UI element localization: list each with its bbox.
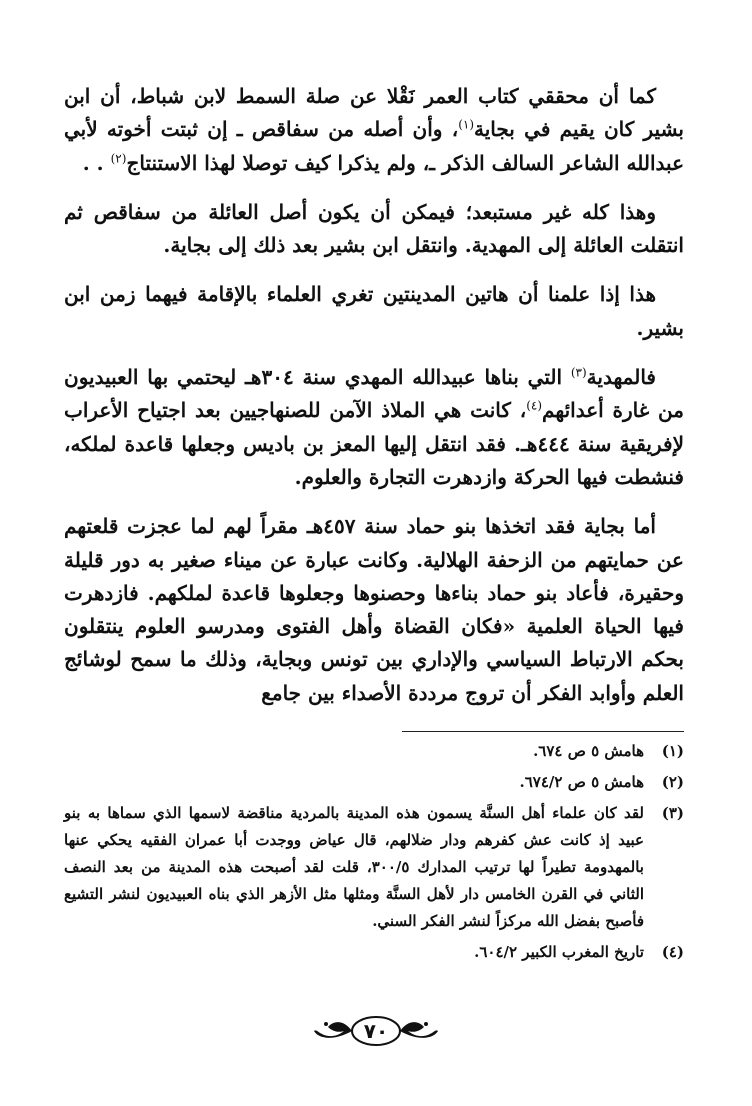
footnote-text: هامش ٥ ص ٦٧٤/٢. bbox=[519, 773, 644, 791]
footnote-ref-2: (٢) bbox=[110, 150, 127, 165]
paragraph-1 bbox=[64, 80, 684, 180]
paragraph-text: . . bbox=[82, 150, 111, 175]
page-number: ٧٠ bbox=[363, 1019, 389, 1043]
paragraph-text: وهذا كله غير مستبعد؛ فيمكن أن يكون أصل العائلة من سفاقص ثم انتقلت العائلة إلى المهدية. وانتقل ابن بشير بعد ذلك إلى بجاية. bbox=[64, 199, 684, 258]
paragraph-text: ، كانت هي الملاذ الآمن للصنهاجيين بعد اجتياح الأعراب لإفريقية سنة ٤٤٤هـ. فقد انتقل إليها المعز بن باديس وجعلها قاعدة لملكه، فنشطت فيها الحركة وازدهرت التجارة والعلوم. bbox=[64, 398, 684, 489]
paragraph-3 bbox=[64, 278, 684, 345]
footnote-2 bbox=[64, 769, 684, 796]
footnote-number: (١) bbox=[661, 742, 684, 760]
paragraph-text: كما أن محققي كتاب العمر نَقْلا عن صلة السمط لابن شباط، أن ابن بشير كان يقيم في بجاية bbox=[64, 84, 684, 142]
footnote-text: تاريخ المغرب الكبير ٦٠٤/٢. bbox=[474, 943, 644, 961]
footnote-text: هامش ٥ ص ٦٧٤. bbox=[533, 742, 644, 760]
paragraph-4 bbox=[64, 361, 684, 494]
footnote-4 bbox=[64, 939, 684, 966]
paragraph-text: هذا إذا علمنا أن هاتين المدينتين تغري العلماء بالإقامة فيهما زمن ابن بشير. bbox=[64, 282, 684, 340]
footnote-ref-3: (٣) bbox=[570, 365, 587, 380]
footnote-1 bbox=[64, 738, 684, 765]
footnote-ref-1: (١) bbox=[458, 117, 475, 132]
paragraph-text: التي بناها عبيدالله المهدي سنة ٣٠٤هـ ليحتمي بها العبيديون من غارة أعدائهم bbox=[64, 365, 684, 423]
footnote-ref-4: (٤) bbox=[526, 398, 543, 413]
paragraph-2 bbox=[64, 196, 684, 263]
paragraph-text: فالمهدية bbox=[586, 365, 656, 390]
footnote-number: (٢) bbox=[661, 773, 684, 791]
footnote-divider bbox=[402, 731, 684, 732]
page-number-ornament bbox=[310, 1012, 442, 1050]
paragraph-text: ، وأن أصله من سفاقص ـ إن ثبتت أخوته لأبي عبدالله الشاعر السالف الذكر ـ، ولم يذكرا كيف توصلا لهذا الاستنتاج bbox=[64, 117, 684, 175]
footnote-number: (٤) bbox=[661, 943, 684, 961]
footnote-number: (٣) bbox=[661, 804, 684, 822]
paragraph-5 bbox=[64, 510, 684, 710]
footnotes bbox=[64, 738, 684, 970]
footnote-3 bbox=[64, 800, 684, 935]
paragraph-text: أما بجاية فقد اتخذها بنو حماد سنة ٤٥٧هـ مقراً لهم لما عجزت قلعتهم عن حمايتهم من الزحفة الهلالية. وكانت عبارة عن ميناء صغير به دور قليلة وحقيرة، فأعاد بنو حماد بناءها وحصنوها وجعلوها قاعدة لملكهم. فازدهرت فيها الحياة العلمية «فكان القضاة وأهل الفتوى ومدرسو العلوم ينتقلون بحكم الارتباط السياسي والإداري بين تونس وبجاية، وذلك ما سمح لوشائج العلم وأوابد الفكر أن تروج مرددة الأصداء بين جامع bbox=[64, 514, 684, 705]
main-text bbox=[64, 70, 684, 726]
footnote-text: لقد كان علماء أهل السنَّة يسمون هذه المدينة بالمردية مناقضة لاسمها الذي سماها به بنو عبيد إذ كانت عش كفرهم ودار ضلالهم، قال عياض ووجدت أبا عمران الفقيه يحكي عنها بالمهدومة تطيراً لها ترتيب المدارك ٣٠٠/٥، قلت لقد أصبحت هذه المدينة من بعد النصف الثاني في القرن الخامس دار لأهل السنَّة ومثلها مثل الأزهر الذي بناه العبيديون لنشر التشيع فأصبح بفضل الله مركزاً لنشر الفكر السني. bbox=[64, 804, 644, 930]
